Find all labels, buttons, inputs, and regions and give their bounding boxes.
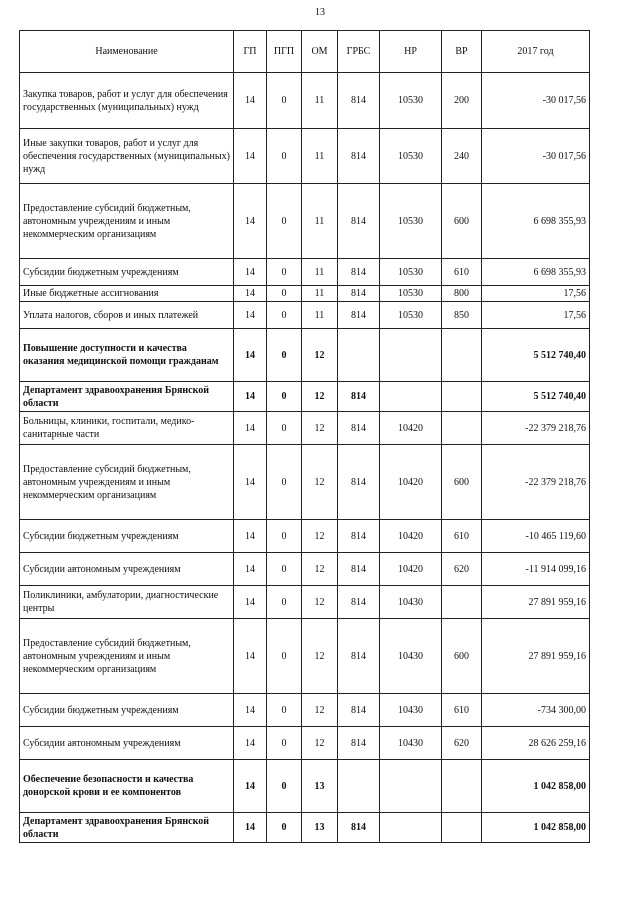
cell-vr [442,412,482,445]
cell-nr: 10430 [380,619,442,694]
cell-vr: 610 [442,694,482,727]
cell-om: 12 [302,520,338,553]
cell-amount: 27 891 959,16 [482,619,590,694]
table-row [20,302,590,329]
cell-amount: 1 042 858,00 [482,813,590,843]
cell-amount: 5 512 740,40 [482,329,590,382]
cell-name: Закупка товаров, работ и услуг для обеспечения государственных (муниципальных) нужд [20,73,234,129]
table-row [20,694,590,727]
cell-name: Предоставление субсидий бюджетным, автономным учреждениям и иным некоммерческим организациям [20,184,234,259]
cell-gp: 14 [234,259,267,286]
cell-nr: 10430 [380,586,442,619]
cell-gp: 14 [234,586,267,619]
cell-pgp: 0 [267,286,302,302]
cell-pgp: 0 [267,445,302,520]
cell-name: Субсидии автономным учреждениям [20,727,234,760]
cell-om: 11 [302,302,338,329]
cell-pgp: 0 [267,813,302,843]
cell-om: 12 [302,553,338,586]
cell-gp: 14 [234,129,267,184]
cell-om: 12 [302,619,338,694]
cell-name: Повышение доступности и качества оказания медицинской помощи гражданам [20,329,234,382]
cell-nr: 10530 [380,302,442,329]
cell-pgp: 0 [267,619,302,694]
cell-name: Предоставление субсидий бюджетным, автономным учреждениям и иным некоммерческим организациям [20,445,234,520]
cell-vr: 620 [442,727,482,760]
cell-vr [442,586,482,619]
cell-grbs: 814 [338,586,380,619]
table-row [20,129,590,184]
cell-gp: 14 [234,286,267,302]
budget-table [19,30,590,843]
table-header-row [20,31,590,73]
cell-grbs: 814 [338,813,380,843]
cell-om: 12 [302,694,338,727]
cell-grbs: 814 [338,184,380,259]
cell-grbs: 814 [338,694,380,727]
cell-grbs: 814 [338,553,380,586]
cell-pgp: 0 [267,184,302,259]
cell-name: Предоставление субсидий бюджетным, автономным учреждениям и иным некоммерческим организациям [20,619,234,694]
cell-vr: 600 [442,445,482,520]
table-row [20,760,590,813]
cell-grbs [338,760,380,813]
cell-amount: -10 465 119,60 [482,520,590,553]
cell-pgp: 0 [267,694,302,727]
cell-amount: 1 042 858,00 [482,760,590,813]
cell-amount: -11 914 099,16 [482,553,590,586]
cell-pgp: 0 [267,586,302,619]
cell-amount: 17,56 [482,286,590,302]
cell-vr: 600 [442,184,482,259]
cell-amount: -30 017,56 [482,73,590,129]
cell-grbs: 814 [338,286,380,302]
cell-name: Субсидии бюджетным учреждениям [20,694,234,727]
header-gp: ГП [234,31,267,73]
cell-pgp: 0 [267,129,302,184]
cell-amount: -734 300,00 [482,694,590,727]
cell-gp: 14 [234,329,267,382]
cell-amount: -22 379 218,76 [482,412,590,445]
cell-pgp: 0 [267,329,302,382]
table-row [20,520,590,553]
cell-om: 12 [302,586,338,619]
cell-pgp: 0 [267,259,302,286]
cell-om: 12 [302,727,338,760]
cell-grbs: 814 [338,73,380,129]
cell-om: 12 [302,329,338,382]
cell-nr [380,760,442,813]
cell-pgp: 0 [267,553,302,586]
cell-vr: 850 [442,302,482,329]
cell-vr: 610 [442,259,482,286]
cell-gp: 14 [234,445,267,520]
cell-name: Департамент здравоохранения Брянской области [20,382,234,412]
cell-pgp: 0 [267,412,302,445]
page-number: 13 [315,7,325,18]
header-om: ОМ [302,31,338,73]
cell-nr [380,329,442,382]
cell-nr [380,382,442,412]
table-body [20,73,590,843]
table-row [20,382,590,412]
cell-nr: 10420 [380,553,442,586]
cell-vr: 240 [442,129,482,184]
table-row [20,727,590,760]
cell-amount: 6 698 355,93 [482,184,590,259]
cell-grbs: 814 [338,259,380,286]
cell-name: Уплата налогов, сборов и иных платежей [20,302,234,329]
cell-om: 12 [302,382,338,412]
table-row [20,586,590,619]
header-pgp: ПГП [267,31,302,73]
cell-nr: 10420 [380,445,442,520]
cell-om: 11 [302,73,338,129]
cell-grbs: 814 [338,382,380,412]
cell-gp: 14 [234,553,267,586]
table-row [20,553,590,586]
cell-gp: 14 [234,619,267,694]
cell-om: 11 [302,184,338,259]
cell-amount: 5 512 740,40 [482,382,590,412]
cell-amount: 6 698 355,93 [482,259,590,286]
cell-name: Субсидии бюджетным учреждениям [20,259,234,286]
cell-gp: 14 [234,382,267,412]
cell-grbs: 814 [338,619,380,694]
cell-nr: 10430 [380,694,442,727]
cell-gp: 14 [234,520,267,553]
cell-nr: 10530 [380,73,442,129]
cell-nr: 10420 [380,520,442,553]
cell-om: 12 [302,412,338,445]
cell-gp: 14 [234,412,267,445]
table-row [20,813,590,843]
cell-amount: 17,56 [482,302,590,329]
cell-vr [442,760,482,813]
cell-name: Больницы, клиники, госпитали, медико-санитарные части [20,412,234,445]
cell-name: Субсидии автономным учреждениям [20,553,234,586]
cell-grbs: 814 [338,520,380,553]
header-name: Наименование [20,31,234,73]
cell-name: Субсидии бюджетным учреждениям [20,520,234,553]
header-nr: НР [380,31,442,73]
header-vr: ВР [442,31,482,73]
header-grbs: ГРБС [338,31,380,73]
table-row [20,259,590,286]
cell-nr: 10530 [380,184,442,259]
cell-nr [380,813,442,843]
cell-vr: 200 [442,73,482,129]
table-row [20,412,590,445]
cell-pgp: 0 [267,73,302,129]
cell-vr [442,329,482,382]
table-row [20,619,590,694]
cell-nr: 10530 [380,129,442,184]
cell-gp: 14 [234,727,267,760]
cell-name: Обеспечение безопасности и качества донорской крови и ее компонентов [20,760,234,813]
table-row [20,286,590,302]
cell-om: 12 [302,445,338,520]
table-row [20,73,590,129]
header-amount: 2017 год [482,31,590,73]
cell-vr [442,382,482,412]
cell-name: Иные бюджетные ассигнования [20,286,234,302]
cell-vr: 620 [442,553,482,586]
table-row [20,329,590,382]
cell-grbs: 814 [338,129,380,184]
cell-name: Иные закупки товаров, работ и услуг для обеспечения государственных (муниципальных) нужд [20,129,234,184]
cell-om: 11 [302,259,338,286]
cell-om: 11 [302,129,338,184]
cell-nr: 10430 [380,727,442,760]
cell-pgp: 0 [267,760,302,813]
cell-gp: 14 [234,694,267,727]
cell-pgp: 0 [267,727,302,760]
cell-grbs: 814 [338,727,380,760]
cell-nr: 10420 [380,412,442,445]
cell-grbs: 814 [338,302,380,329]
cell-amount: -30 017,56 [482,129,590,184]
cell-pgp: 0 [267,302,302,329]
cell-grbs: 814 [338,445,380,520]
cell-name: Департамент здравоохранения Брянской области [20,813,234,843]
cell-amount: 28 626 259,16 [482,727,590,760]
cell-gp: 14 [234,184,267,259]
cell-vr: 800 [442,286,482,302]
cell-grbs: 814 [338,412,380,445]
table-row [20,184,590,259]
table-row [20,445,590,520]
cell-om: 13 [302,813,338,843]
cell-pgp: 0 [267,382,302,412]
cell-gp: 14 [234,813,267,843]
cell-vr [442,813,482,843]
cell-om: 11 [302,286,338,302]
cell-name: Поликлиники, амбулатории, диагностические центры [20,586,234,619]
cell-om: 13 [302,760,338,813]
cell-grbs [338,329,380,382]
cell-gp: 14 [234,302,267,329]
cell-pgp: 0 [267,520,302,553]
cell-gp: 14 [234,760,267,813]
cell-vr: 600 [442,619,482,694]
cell-amount: -22 379 218,76 [482,445,590,520]
cell-amount: 27 891 959,16 [482,586,590,619]
cell-vr: 610 [442,520,482,553]
cell-nr: 10530 [380,259,442,286]
cell-nr: 10530 [380,286,442,302]
cell-gp: 14 [234,73,267,129]
